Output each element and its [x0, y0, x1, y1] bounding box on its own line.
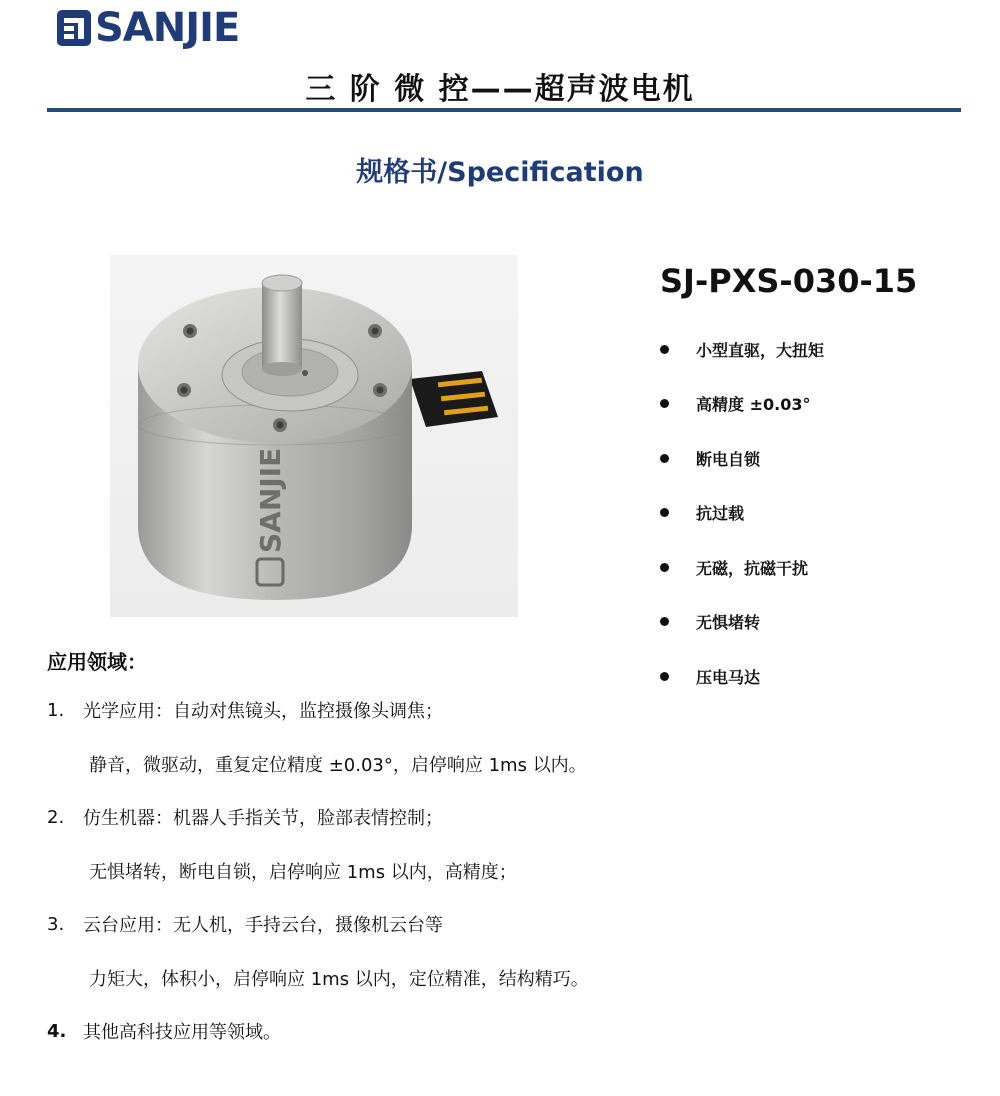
- item-number: 2.: [47, 806, 65, 828]
- item-title: 云台应用：无人机，手持云台，摄像机云台等: [83, 915, 443, 936]
- bullet-icon: [660, 508, 669, 517]
- spec-subtitle: 规格书/Specification: [356, 157, 644, 188]
- item-title: 光学应用：自动对焦镜头，监控摄像头调焦；: [83, 701, 443, 722]
- title-divider: [47, 108, 961, 112]
- list-item: 小型直驱，大扭矩: [660, 322, 824, 377]
- item-number: 3.: [47, 913, 65, 935]
- flex-cable-icon: [410, 371, 498, 427]
- item-number: 4.: [47, 1020, 67, 1042]
- item-detail: 无惧堵转，断电自锁，启停响应 1ms 以内，高精度；: [89, 861, 517, 883]
- product-photo: [110, 255, 518, 617]
- list-item: 无惧堵转: [660, 595, 824, 650]
- applications-list: [47, 688, 947, 1053]
- bullet-icon: [660, 399, 669, 408]
- list-item: [47, 902, 947, 946]
- list-item: [47, 688, 947, 732]
- bullet-icon: [660, 454, 669, 463]
- item-title: 其他高科技应用等领域。: [83, 1022, 281, 1043]
- bullet-icon: [660, 563, 669, 572]
- item-title: 仿生机器：机器人手指关节，脸部表情控制；: [83, 808, 443, 829]
- list-item: 抗过载: [660, 486, 824, 541]
- applications-heading: 应用领域：: [47, 650, 147, 674]
- brand-logo: [57, 5, 240, 51]
- model-number: SJ-PXS-030-15: [660, 262, 918, 300]
- page-title: 三 阶 微 控——超声波电机: [305, 72, 695, 107]
- bullet-icon: [660, 345, 669, 354]
- list-item: 高精度 ±0.03°: [660, 377, 824, 432]
- list-item: 无磁，抗磁干扰: [660, 540, 824, 595]
- feature-list: [660, 322, 824, 704]
- list-item: 断电自锁: [660, 431, 824, 486]
- list-item: [47, 1009, 947, 1053]
- item-number: 1.: [47, 699, 65, 721]
- logo-text: SANJIE: [95, 5, 240, 51]
- svg-text:SANJIE: SANJIE: [254, 447, 287, 553]
- item-detail: 静音，微驱动，重复定位精度 ±0.03°，启停响应 1ms 以内。: [89, 754, 587, 776]
- bullet-icon: [660, 617, 669, 626]
- bullet-icon: [660, 672, 669, 681]
- logo-mark-icon: [57, 10, 91, 46]
- list-item: 压电马达: [660, 649, 824, 704]
- item-detail: 力矩大，体积小，启停响应 1ms 以内，定位精准，结构精巧。: [89, 968, 589, 990]
- list-item: [47, 795, 947, 839]
